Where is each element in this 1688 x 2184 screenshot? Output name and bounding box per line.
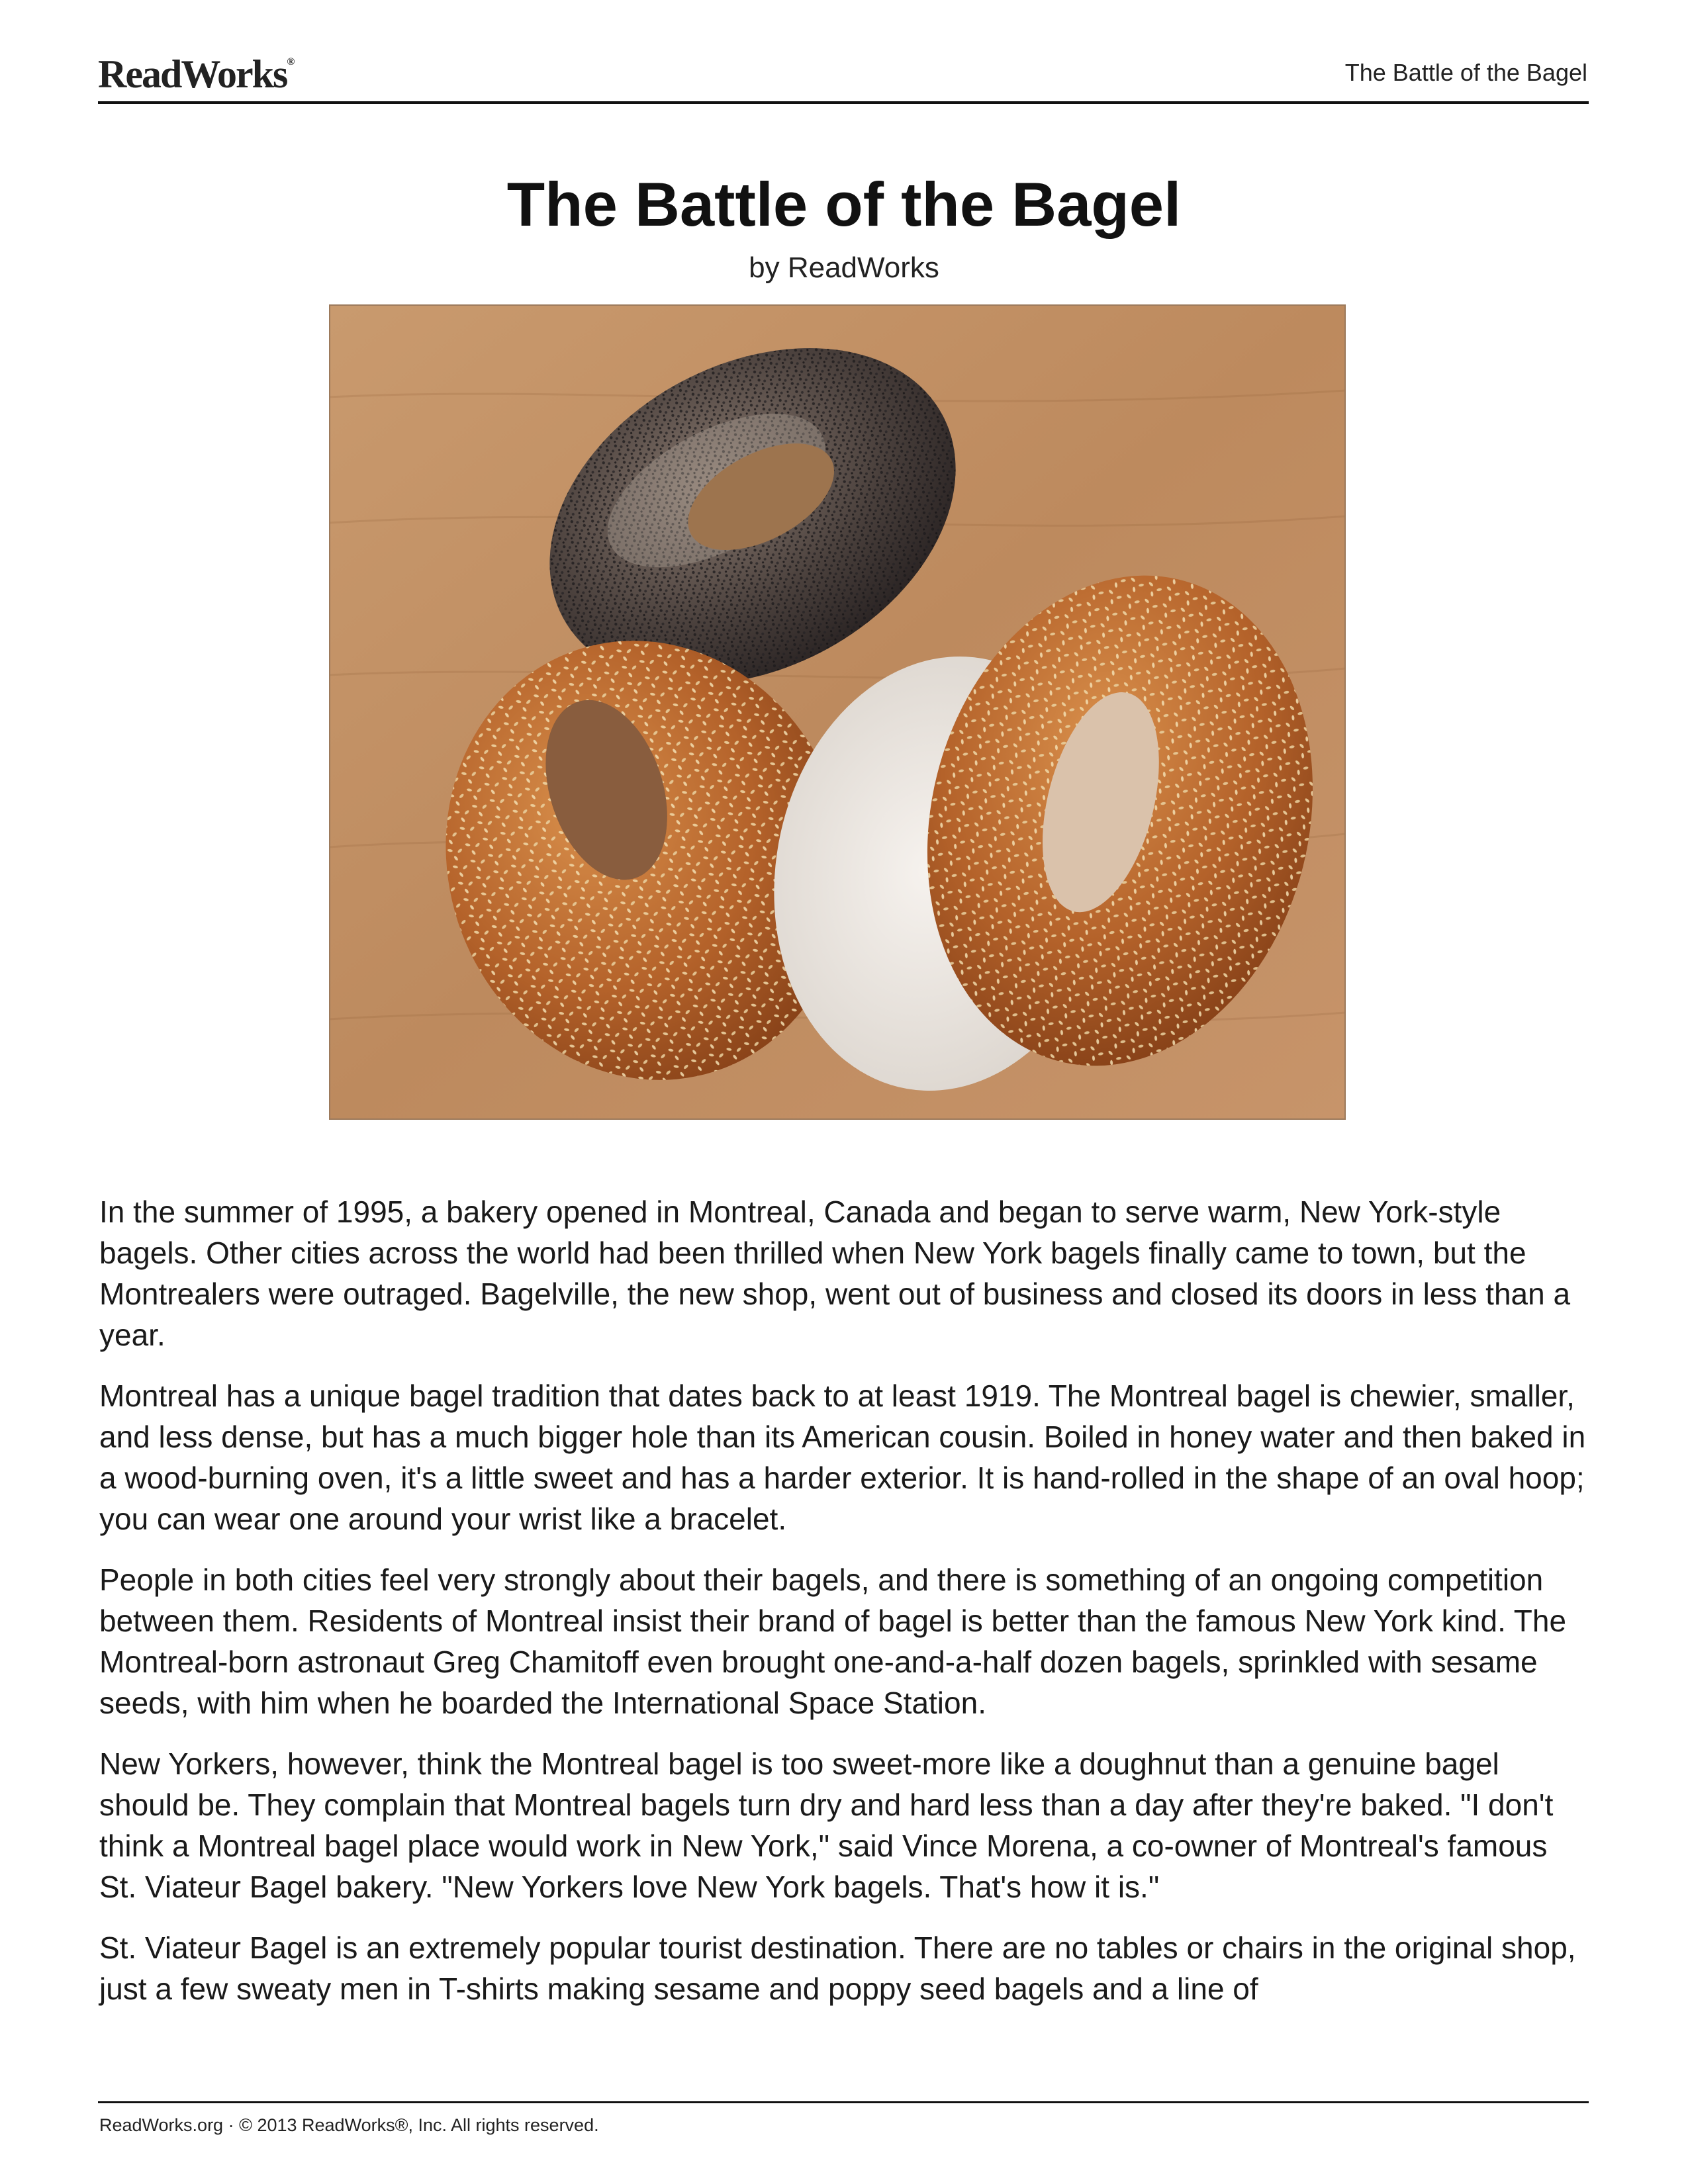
footer-copyright: ReadWorks.org · © 2013 ReadWorks®, Inc. All rights reserved. — [99, 2115, 599, 2135]
paragraph: Montreal has a unique bagel tradition that dates back to at least 1919. The Montreal bagel is chewier, smaller, and less dense, but has a much bigger hole than its American cousin. Boiled in honey water and then baked in a wood-burning oven, it's a little sweet and has a harder exterior. It is hand-rolled in the shape of an oval hoop; you can wear one around your wrist like a bracelet. — [99, 1379, 1586, 1536]
logo-text: ReadWorks — [98, 52, 287, 96]
header-rule — [98, 101, 1589, 104]
registered-mark: ® — [287, 56, 295, 68]
article-body — [99, 1191, 1589, 2029]
footer-rule — [98, 2101, 1589, 2103]
header-doc-title: The Battle of the Bagel — [1344, 59, 1587, 86]
bagels-photo — [329, 304, 1346, 1120]
paragraph: New Yorkers, however, think the Montreal bagel is too sweet-more like a doughnut than a genuine bagel should be. They complain that Montreal bagels turn dry and hard less than a day after they're baked. "I don't think a Montreal bagel place would work in New York," said Vince Morena, a co-owner of Montreal's famous St. Viateur Bagel bakery. "New Yorkers love New York bagels. That's how it is." — [99, 1747, 1554, 1904]
readworks-logo — [98, 54, 295, 94]
paragraph: In the summer of 1995, a bakery opened in Montreal, Canada and began to serve warm, New York-style bagels. Other cities across the world had been thrilled when New York bagels finally came to town, but the Montrealers were outraged. Bagelville, the new shop, went out of business and closed its doors in less than a year. — [99, 1195, 1571, 1352]
paragraph: People in both cities feel very strongly about their bagels, and there is something of an ongoing competition between them. Residents of Montreal insist their brand of bagel is better than the famous New York kind. The Montreal-born astronaut Greg Chamitoff even brought one-and-a-half dozen bagels, sprinkled with sesame seeds, with him when he boarded the International Space Station. — [99, 1563, 1567, 1720]
paragraph: St. Viateur Bagel is an extremely popular tourist destination. There are no tables or chairs in the original shop, just a few sweaty men in T-shirts making sesame and poppy seed bagels and a line of — [99, 1931, 1576, 2006]
article-byline: by ReadWorks — [749, 251, 939, 284]
article-title: The Battle of the Bagel — [506, 169, 1182, 239]
